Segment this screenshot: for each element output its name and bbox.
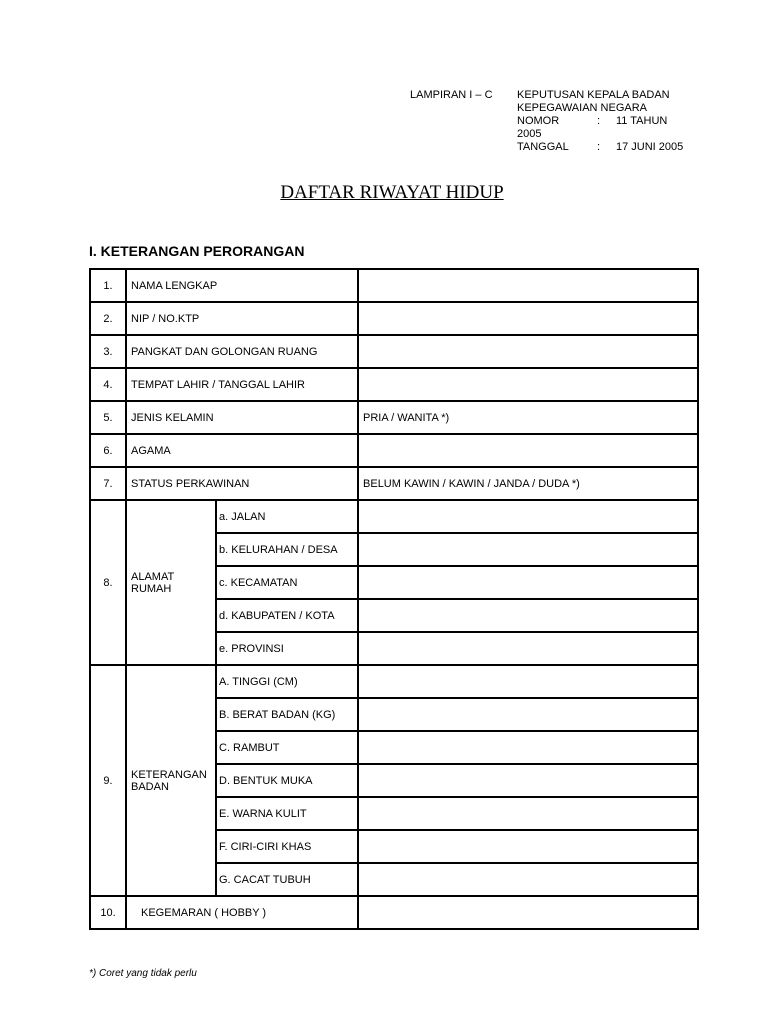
group-label [126, 665, 216, 896]
row-number: 9. [90, 665, 126, 896]
row-value-field[interactable] [358, 797, 698, 830]
sub-label: A. TINGGI (CM) [216, 665, 358, 698]
row-value-field[interactable] [358, 830, 698, 863]
table-row [90, 335, 698, 368]
row-number: 6. [90, 434, 126, 467]
table-row [90, 302, 698, 335]
sub-label: b. KELURAHAN / DESA [216, 533, 358, 566]
nomor-cont: 2005 [517, 128, 542, 140]
row-value-field[interactable] [358, 335, 698, 368]
row-number: 2. [90, 302, 126, 335]
nomor-value: 11 TAHUN [616, 115, 668, 127]
tanggal-sep: : [597, 141, 601, 153]
tanggal-label: TANGGAL [517, 141, 569, 153]
table-row [90, 368, 698, 401]
row-value-field[interactable] [358, 632, 698, 665]
keputusan-line2: KEPEGAWAIAN NEGARA [517, 102, 647, 114]
row-label: TEMPAT LAHIR / TANGGAL LAHIR [126, 368, 358, 401]
row-value-field[interactable] [358, 566, 698, 599]
footnote: *) Coret yang tidak perlu [89, 968, 197, 979]
table-row [90, 401, 698, 434]
lampiran-label: LAMPIRAN I – C [410, 89, 493, 101]
row-number: 4. [90, 368, 126, 401]
row-value-field[interactable] [358, 368, 698, 401]
sub-label: a. JALAN [216, 500, 358, 533]
section-heading: I. KETERANGAN PERORANGAN [89, 243, 305, 259]
row-value-field[interactable] [358, 434, 698, 467]
sub-label: G. CACAT TUBUH [216, 863, 358, 896]
table-row [90, 269, 698, 302]
row-value-field[interactable] [358, 731, 698, 764]
row-number: 5. [90, 401, 126, 434]
table-row [90, 434, 698, 467]
row-value-field[interactable] [358, 533, 698, 566]
sub-label: F. CIRI-CIRI KHAS [216, 830, 358, 863]
row-value-field[interactable] [358, 500, 698, 533]
row-value-field[interactable] [358, 302, 698, 335]
table-row [90, 467, 698, 500]
row-value-field[interactable] [358, 698, 698, 731]
row-number: 10. [90, 896, 126, 929]
row-label: NIP / NO.KTP [126, 302, 358, 335]
group-label [126, 500, 216, 665]
table-row [90, 665, 698, 698]
row-number: 1. [90, 269, 126, 302]
sub-label: C. RAMBUT [216, 731, 358, 764]
table-row [90, 896, 698, 929]
row-value-field[interactable] [358, 599, 698, 632]
sub-label: e. PROVINSI [216, 632, 358, 665]
row-value-field[interactable] [358, 269, 698, 302]
row-label: JENIS KELAMIN [126, 401, 358, 434]
personal-info-table [89, 268, 699, 930]
row-number: 7. [90, 467, 126, 500]
row-number: 3. [90, 335, 126, 368]
row-label: STATUS PERKAWINAN [126, 467, 358, 500]
keputusan-line1: KEPUTUSAN KEPALA BADAN [517, 89, 670, 101]
tanggal-value: 17 JUNI 2005 [616, 141, 684, 153]
sub-label: D. BENTUK MUKA [216, 764, 358, 797]
row-label: PANGKAT DAN GOLONGAN RUANG [126, 335, 358, 368]
sub-label: E. WARNA KULIT [216, 797, 358, 830]
group-label-text: ALAMAT RUMAH [131, 570, 174, 595]
row-value-field[interactable]: BELUM KAWIN / KAWIN / JANDA / DUDA *) [358, 467, 698, 500]
row-number: 8. [90, 500, 126, 665]
table-row [90, 500, 698, 533]
row-value-field[interactable] [358, 896, 698, 929]
row-value-field[interactable] [358, 764, 698, 797]
nomor-sep: : [597, 115, 601, 127]
sub-label: d. KABUPATEN / KOTA [216, 599, 358, 632]
row-label: AGAMA [126, 434, 358, 467]
page-title: DAFTAR RIWAYAT HIDUP [280, 182, 504, 203]
sub-label: B. BERAT BADAN (KG) [216, 698, 358, 731]
row-label: NAMA LENGKAP [126, 269, 358, 302]
sub-label: c. KECAMATAN [216, 566, 358, 599]
row-label: KEGEMARAN ( HOBBY ) [126, 896, 358, 929]
nomor-label: NOMOR [517, 115, 560, 127]
row-value-field[interactable] [358, 863, 698, 896]
row-value-field[interactable] [358, 665, 698, 698]
group-label-text: KETERANGAN BADAN [131, 768, 207, 793]
row-value-field[interactable]: PRIA / WANITA *) [358, 401, 698, 434]
